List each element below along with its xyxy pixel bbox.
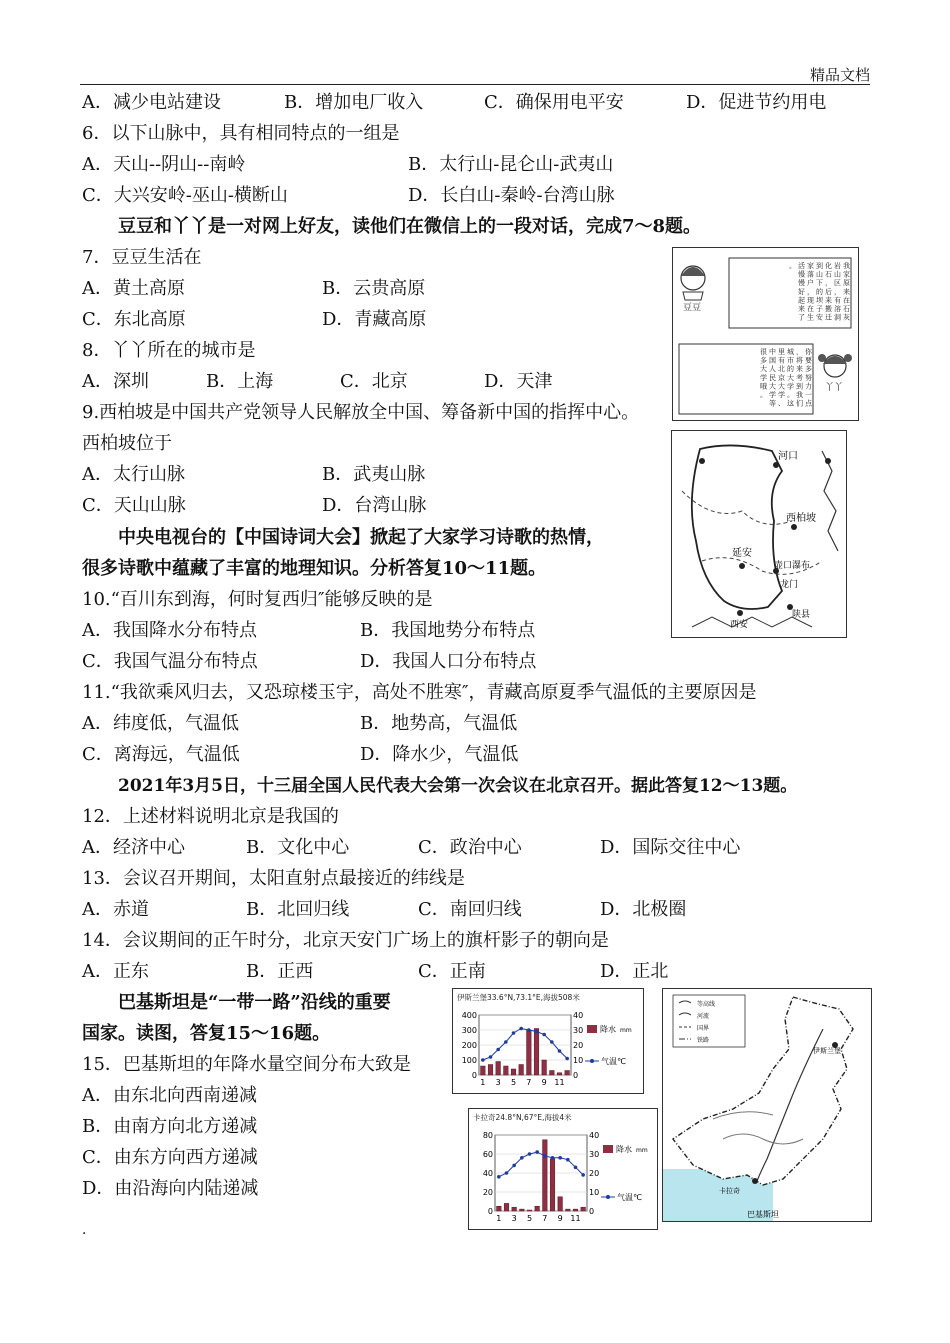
- q11-stem: 11.“我欲乘风归去，又恐琼楼玉宇，高处不胜寒″，青藏高原夏季气温低的主要原因是: [82, 682, 757, 703]
- precip-bar: [511, 1069, 516, 1075]
- temp-point: [542, 1033, 546, 1037]
- q11-option-c: C．离海远，气温低: [82, 744, 240, 765]
- month-label: 11: [570, 1214, 581, 1223]
- q5-option-d: D．促进节约用电: [686, 92, 827, 113]
- chat-char: 洞: [834, 313, 841, 322]
- intro-10-11-line1: 中央电视台的【中国诗词大会】掀起了大家学习诗歌的热情，: [118, 527, 604, 548]
- chat-char: 京: [778, 373, 785, 382]
- q5-option-b: B．增加电厂收入: [284, 92, 424, 113]
- right-tick-label: 10: [573, 1056, 584, 1065]
- precip-bar: [550, 1159, 555, 1211]
- q7-option-b: B．云贵高原: [322, 278, 426, 299]
- q13-option-a: A．赤道: [82, 899, 149, 920]
- chat-char: 的: [787, 365, 794, 374]
- pakistan-map: [662, 988, 872, 1222]
- q10-stem: 10.“百川东到海，何时复西归″能够反映的是: [82, 589, 433, 610]
- legend-precip-unit: mm: [620, 1027, 632, 1034]
- q7-option-a: A．黄土高原: [82, 278, 185, 299]
- legend-river: 河流: [697, 1013, 710, 1020]
- q14-option-a: A．正东: [82, 961, 149, 982]
- temp-point: [496, 1048, 500, 1052]
- q10-option-a: A．我国降水分布特点: [82, 620, 257, 641]
- page-footer-dot: .: [82, 1222, 87, 1238]
- chat-char: 安: [816, 313, 823, 322]
- q7-stem: 7．豆豆生活在: [82, 247, 202, 268]
- chat-char: 慢: [798, 270, 805, 279]
- precip-bar: [550, 1071, 555, 1076]
- chat-char: 了: [798, 313, 805, 322]
- chat-char: 中: [769, 348, 776, 356]
- climate-chart-2-svg: [469, 1109, 657, 1229]
- chat-char: 努: [805, 373, 812, 382]
- chat-char: 民: [769, 373, 776, 382]
- precip-bar: [558, 1197, 563, 1211]
- q12-option-a: A．经济中心: [82, 837, 185, 858]
- q5-option-c: C．确保用电平安: [484, 92, 624, 113]
- precip-bar: [543, 1140, 548, 1211]
- q6-option-d: D．长白山-秦岭-台湾山脉: [408, 185, 615, 206]
- chat-char: 多: [760, 356, 767, 365]
- precip-bar: [496, 1062, 501, 1076]
- label-xian: 西安: [730, 620, 749, 630]
- q12-option-b: B．文化中心: [246, 837, 350, 858]
- precip-bar: [535, 1206, 540, 1211]
- chat-char: 里: [778, 348, 785, 356]
- temp-point: [565, 1057, 569, 1061]
- left-tick-label: 300: [461, 1026, 477, 1035]
- right-tick-label: 40: [573, 1011, 584, 1020]
- chat-char: 要: [805, 356, 812, 365]
- chat-char: 原: [843, 279, 850, 288]
- q11-option-b: B．地势高，气温低: [360, 713, 518, 734]
- legend-precip-label: 降水: [616, 1145, 632, 1154]
- q9-option-b: B．武夷山脉: [322, 464, 426, 485]
- left-tick-label: 0: [487, 1207, 493, 1216]
- precip-bar: [527, 1210, 532, 1211]
- precip-bar: [504, 1066, 509, 1075]
- precip-bar: [581, 1207, 586, 1211]
- temp-point: [505, 1171, 509, 1175]
- q8-option-b: B．上海: [206, 371, 274, 392]
- chat-char: 搬: [825, 305, 832, 313]
- label-hukou: 壶口瀑布: [774, 561, 811, 571]
- chat-char: 在: [843, 296, 850, 305]
- q9-option-d: D．台湾山脉: [322, 495, 427, 516]
- right-tick-label: 0: [589, 1207, 595, 1216]
- chat-char: 城: [787, 348, 794, 356]
- temp-point: [512, 1164, 516, 1168]
- q5-option-a: A．减少电站建设: [82, 92, 221, 113]
- chat-char: 化: [825, 262, 832, 270]
- yellow-river-path: [692, 445, 782, 609]
- chat-char: 灰: [843, 313, 850, 322]
- q14-option-b: B．正西: [246, 961, 314, 982]
- chat-illustration: [673, 248, 858, 420]
- precip-bar: [566, 1209, 571, 1211]
- climate-title: 卡拉奇24.8°N,67°E,海拔4米: [473, 1113, 572, 1122]
- q13-option-d: D．北极圈: [600, 899, 687, 920]
- chat-char: 将: [796, 356, 803, 365]
- q15-stem: 15．巴基斯坦的年降水量空间分布大致是: [82, 1054, 411, 1075]
- chat-char: 岩: [834, 262, 841, 270]
- chat-char: 起: [798, 296, 805, 305]
- precip-bar: [481, 1066, 486, 1075]
- doudou-name: 豆豆: [683, 303, 702, 313]
- chat-char: 的: [816, 287, 823, 296]
- chat-char: 下: [816, 279, 823, 288]
- q15-option-b: B．由南方向北方递减: [82, 1116, 258, 1137]
- climate-chart-karachi: [468, 1108, 658, 1230]
- chat-char: ，: [825, 279, 832, 288]
- chat-char: 学: [787, 382, 794, 391]
- temp-point: [581, 1173, 585, 1177]
- left-tick-label: 100: [461, 1056, 477, 1065]
- chat-char: 学: [769, 391, 776, 399]
- left-tick-label: 0: [471, 1071, 477, 1080]
- page-header: 精品文档: [809, 66, 870, 84]
- intro-10-11-line2: 很多诗歌中蕴藏了丰富的地理知识。分析答复10～11题。: [82, 558, 547, 579]
- precip-bar: [497, 1206, 502, 1211]
- temp-point: [528, 1152, 532, 1156]
- intro-15-16-line2: 国家。读图，答复15～16题。: [82, 1023, 331, 1044]
- q13-option-c: C．南回归线: [418, 899, 522, 920]
- chat-char: 你: [805, 348, 812, 356]
- chat-char: 。: [787, 391, 794, 399]
- temp-point: [481, 1058, 485, 1062]
- label-yanan: 延安: [732, 548, 752, 559]
- chat-char: 溶: [834, 305, 841, 313]
- chat-char: 后: [825, 287, 832, 296]
- chat-char: ，: [796, 348, 803, 356]
- chat-char: ，: [834, 287, 841, 296]
- chat-char: 。: [789, 262, 796, 270]
- temp-point: [574, 1166, 578, 1170]
- q7-option-d: D．青藏高原: [322, 309, 427, 330]
- temp-point: [512, 1031, 516, 1035]
- chat-char: 多: [805, 365, 812, 374]
- chat-char: 点: [805, 399, 812, 408]
- left-tick-label: 400: [461, 1011, 477, 1020]
- temp-point: [566, 1158, 570, 1162]
- q12-option-d: D．国际交往中心: [600, 837, 741, 858]
- karachi-marker: [752, 1178, 758, 1184]
- precip-bar: [557, 1073, 562, 1075]
- q10-option-c: C．我国气温分布特点: [82, 651, 258, 672]
- q14-option-c: C．正南: [418, 961, 486, 982]
- chat-char: 我: [796, 391, 803, 399]
- legend-contour: 等高线: [697, 1001, 716, 1008]
- right-tick-label: 10: [589, 1188, 600, 1197]
- month-label: 11: [554, 1078, 565, 1087]
- month-label: 3: [495, 1078, 501, 1087]
- right-tick-label: 40: [589, 1131, 600, 1140]
- precip-bar: [527, 1030, 532, 1075]
- chat-char: 来: [825, 296, 832, 305]
- chat-char: 来: [798, 305, 805, 313]
- xibaipo-map: [671, 430, 847, 638]
- right-tick-label: 20: [589, 1169, 600, 1178]
- chat-char: 我: [843, 262, 850, 270]
- chat-char: 活: [798, 262, 805, 270]
- precip-bar: [504, 1203, 509, 1211]
- temp-point: [551, 1156, 555, 1160]
- chat-char: 家: [807, 262, 814, 270]
- legend-temp-marker: [606, 1195, 610, 1199]
- q14-stem: 14．会议期间的正午时分，北京天安门广场上的旗杆影子的朝向是: [82, 930, 609, 951]
- temp-point: [550, 1040, 554, 1044]
- q15-option-a: A．由东北向西南递减: [82, 1085, 257, 1106]
- chat-char: 石: [843, 305, 850, 313]
- temp-point: [497, 1175, 501, 1179]
- q8-option-a: A．深圳: [82, 371, 149, 392]
- chat-char: 现: [807, 296, 814, 305]
- climate-chart-1-svg: [453, 989, 643, 1093]
- climate-title: 伊斯兰堡33.6°N,73.1°E,海拔508米: [457, 993, 580, 1002]
- legend-precip-swatch: [603, 1145, 613, 1153]
- precip-bar: [573, 1209, 578, 1211]
- chat-char: 。: [760, 391, 767, 399]
- precip-bar: [512, 1207, 517, 1211]
- right-tick-label: 20: [573, 1041, 584, 1050]
- precip-bar: [488, 1065, 493, 1076]
- temp-point: [519, 1027, 523, 1031]
- right-tick-label: 30: [573, 1026, 584, 1035]
- month-label: 1: [480, 1078, 486, 1087]
- label-islamabad: 伊斯兰堡: [813, 1047, 841, 1055]
- chat-char: 大: [769, 382, 776, 391]
- climate-chart-islamabad: [452, 988, 644, 1094]
- chat-char: 考: [796, 373, 803, 382]
- chat-char: 生: [807, 313, 814, 322]
- temp-point: [527, 1028, 531, 1032]
- chat-char: 在: [807, 305, 814, 313]
- chat-char: 国: [769, 356, 776, 365]
- chat-char: 山: [834, 270, 841, 279]
- chat-char: 坝: [816, 296, 823, 305]
- xibaipo-map-drawing: [672, 431, 846, 637]
- label-karachi: 卡拉奇: [719, 1187, 740, 1195]
- q12-stem: 12．上述材料说明北京是我国的: [82, 806, 339, 827]
- intro-7-8: 豆豆和丫丫是一对网上好友，读他们在微信上的一段对话，完成7～8题。: [118, 216, 702, 237]
- q10-option-d: D．我国人口分布特点: [360, 651, 537, 672]
- month-label: 9: [541, 1078, 547, 1087]
- chat-char: 学: [760, 373, 767, 382]
- q6-option-a: A．天山--阴山--南岭: [82, 154, 246, 175]
- month-label: 7: [526, 1078, 532, 1087]
- right-tick-label: 30: [589, 1150, 600, 1159]
- legend-precip-swatch: [587, 1025, 597, 1033]
- map-caption: 巴基斯坦: [747, 1210, 779, 1219]
- left-tick-label: 80: [482, 1131, 493, 1140]
- temp-point: [489, 1055, 493, 1059]
- temp-point: [543, 1154, 547, 1158]
- legend-border: 国界: [697, 1025, 710, 1032]
- q8-option-d: D．天津: [484, 371, 553, 392]
- chat-char: 石: [825, 270, 832, 279]
- chat-char: 一: [805, 391, 812, 399]
- q9-stem-line2: 西柏坡位于: [82, 433, 172, 454]
- temp-point: [520, 1156, 524, 1160]
- label-longmen: 龙门: [780, 580, 799, 590]
- legend-precip-unit: mm: [636, 1147, 648, 1154]
- q8-option-c: C．北京: [340, 371, 408, 392]
- chat-char: 慢: [798, 279, 805, 288]
- q12-option-c: C．政治中心: [418, 837, 522, 858]
- doudou-avatar-icon: [681, 266, 705, 300]
- q7-option-c: C．东北高原: [82, 309, 186, 330]
- temp-point: [535, 1030, 539, 1034]
- boundary-line: [682, 491, 792, 524]
- intro-12-13: 2021年3月5日，十三届全国人民代表大会第一次会议在北京召开。据此答复12～13题。: [118, 776, 798, 796]
- temp-point: [504, 1040, 508, 1044]
- chat-char: 很: [760, 348, 767, 356]
- chat-char: 力: [805, 382, 812, 391]
- q11-option-a: A．纬度低，气温低: [82, 713, 239, 734]
- q9-option-c: C．天山山脉: [82, 495, 186, 516]
- intro-15-16-line1: 巴基斯坦是“一带一路”沿线的重要: [118, 992, 391, 1013]
- month-label: 5: [510, 1078, 517, 1087]
- chat-char: 有: [778, 356, 785, 365]
- label-xibaipo: 西柏坡: [786, 513, 816, 524]
- chat-char: 落: [807, 270, 814, 279]
- legend-temp-label: 气温℃: [617, 1193, 642, 1202]
- chat-char: 大: [760, 365, 767, 374]
- precip-bar: [520, 1209, 525, 1211]
- chat-char: 来: [796, 365, 803, 374]
- q14-option-d: D．正北: [600, 961, 669, 982]
- chat-char: 户: [807, 279, 814, 288]
- q6-option-c: C．大兴安岭-巫山-横断山: [82, 185, 288, 206]
- chat-char: 学: [778, 391, 785, 399]
- chat-char: 迁: [825, 313, 832, 322]
- q13-stem: 13．会议召开期间，太阳直射点最接近的纬线是: [82, 868, 465, 889]
- chat-char: 大: [778, 382, 785, 391]
- q8-stem: 8．丫丫所在的城市是: [82, 340, 256, 361]
- left-tick-label: 20: [482, 1188, 493, 1197]
- chat-char: 区: [834, 279, 841, 288]
- precip-bar: [565, 1071, 570, 1076]
- month-label: 1: [496, 1214, 502, 1223]
- taihang-mountain-line: [822, 451, 838, 551]
- q10-option-b: B．我国地势分布特点: [360, 620, 536, 641]
- chat-char: 来: [843, 287, 850, 296]
- chat-char: 们: [796, 399, 803, 408]
- header-rule: [80, 84, 870, 85]
- chat-char: 有: [834, 296, 841, 305]
- chat-char: 等: [769, 399, 776, 408]
- precip-bar: [542, 1060, 547, 1075]
- chat-char: 大: [787, 373, 794, 382]
- chat-char: 哦: [760, 382, 767, 391]
- chat-char: 山: [816, 270, 823, 279]
- temp-point: [535, 1150, 539, 1154]
- month-label: 7: [542, 1214, 548, 1223]
- legend-railway: 铁路: [697, 1037, 710, 1044]
- chat-char: 子: [816, 305, 823, 313]
- left-tick-label: 40: [482, 1169, 493, 1178]
- q9-stem-line1: 9.西柏坡是中国共产党领导人民解放全中国、筹备新中国的指挥中心。: [82, 402, 640, 423]
- left-tick-label: 200: [461, 1041, 477, 1050]
- temp-point: [558, 1156, 562, 1160]
- chat-char: 到: [816, 262, 823, 270]
- q11-option-d: D．降水少，气温低: [360, 744, 519, 765]
- precip-bar: [534, 1029, 539, 1076]
- left-tick-label: 60: [482, 1150, 493, 1159]
- month-label: 9: [557, 1214, 563, 1223]
- precip-bar: [519, 1065, 524, 1076]
- chat-char: ，: [807, 287, 814, 296]
- legend-precip-label: 降水: [600, 1025, 616, 1034]
- legend-temp-marker: [590, 1059, 594, 1063]
- label-shanxian: 陕县: [792, 610, 811, 620]
- chat-figure: [672, 247, 859, 421]
- chat-char: 人: [769, 365, 776, 374]
- pakistan-map-drawing: [663, 989, 871, 1221]
- chat-char: 北: [778, 365, 785, 374]
- month-label: 3: [511, 1214, 517, 1223]
- chat-char: 家: [843, 270, 850, 279]
- legend-temp-label: 气温℃: [601, 1057, 626, 1066]
- chat-char: 市: [787, 356, 794, 365]
- q13-option-b: B．北回归线: [246, 899, 350, 920]
- yaya-name: 丫丫: [825, 383, 844, 393]
- right-tick-label: 0: [573, 1071, 579, 1080]
- chat-char: 到: [796, 382, 803, 391]
- month-label: 5: [526, 1214, 533, 1223]
- chat-char: 、: [778, 399, 785, 408]
- chat-char: 这: [787, 399, 794, 408]
- yaya-avatar-icon: [818, 354, 852, 377]
- chat-char: 好: [798, 287, 805, 296]
- q9-option-a: A．太行山脉: [82, 464, 185, 485]
- q6-stem: 6．以下山脉中，具有相同特点的一组是: [82, 123, 400, 144]
- temp-point: [558, 1049, 562, 1053]
- label-hekou: 河口: [778, 451, 798, 462]
- q6-option-b: B．太行山-昆仑山-武夷山: [408, 154, 614, 175]
- q15-option-c: C．由东方向西方递减: [82, 1147, 258, 1168]
- q15-option-d: D．由沿海向内陆递减: [82, 1178, 259, 1199]
